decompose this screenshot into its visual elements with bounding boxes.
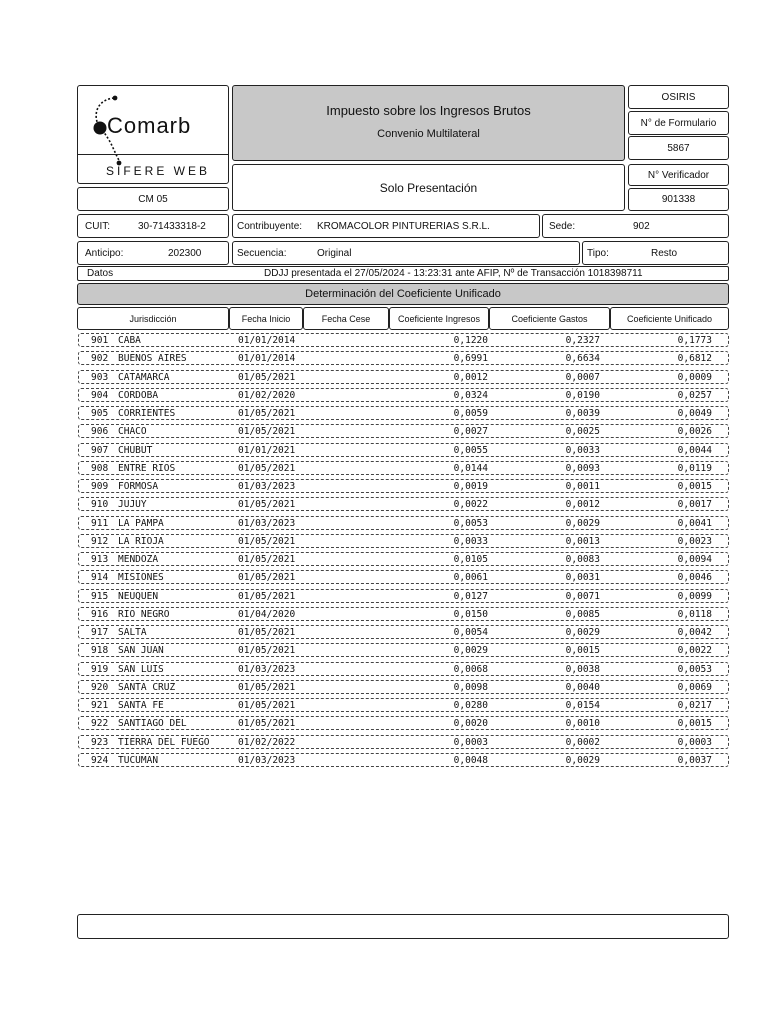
row-coef-unificado: 0,0217: [677, 700, 712, 711]
row-coef-gastos: 0,0013: [565, 535, 600, 547]
col-header-coef-gastos: Coeficiente Gastos: [489, 307, 610, 330]
row-code: 915: [91, 590, 109, 602]
row-jurisdiction: LA PAMPA: [118, 517, 164, 529]
row-code: 918: [91, 645, 109, 657]
row-fecha-inicio: 01/05/2021: [238, 554, 296, 565]
row-code: 907: [91, 444, 109, 456]
form-no-label: N° de Formulario: [640, 117, 717, 129]
tipo-label: Tipo:: [587, 248, 609, 259]
logo-box: [77, 85, 229, 184]
sede-value: 902: [633, 221, 650, 232]
form-no-box: [628, 136, 729, 160]
secuencia-value: Original: [317, 248, 352, 259]
anticipo-box: [77, 241, 229, 265]
title-box: [232, 85, 625, 161]
row-fecha-inicio: 01/03/2023: [238, 754, 296, 766]
table-row: [78, 516, 729, 530]
row-coef-gastos: 0,0031: [565, 572, 600, 584]
row-code: 921: [91, 700, 109, 711]
row-coef-ingresos: 0,0054: [453, 627, 488, 638]
row-coef-ingresos: 0,0048: [453, 754, 488, 766]
row-jurisdiction: SAN JUAN: [118, 645, 164, 657]
row-coef-gastos: 0,6634: [565, 353, 600, 365]
title-line1: Impuesto sobre los Ingresos Brutos: [326, 103, 531, 118]
row-jurisdiction: CATAMARCA: [118, 371, 170, 383]
row-jurisdiction: CHACO: [118, 426, 147, 438]
row-code: 904: [91, 389, 109, 401]
row-coef-ingresos: 0,0144: [453, 462, 488, 474]
table-row: [78, 680, 729, 694]
row-fecha-inicio: 01/05/2021: [238, 627, 296, 638]
row-coef-unificado: 0,0044: [677, 444, 712, 456]
brand-subtitle: SIFERE WEB: [106, 164, 211, 178]
table-row: [78, 589, 729, 603]
row-coef-unificado: 0,0022: [677, 645, 712, 657]
row-fecha-inicio: 01/02/2022: [238, 736, 296, 748]
section-title: Determinación del Coeficiente Unificado: [305, 288, 501, 300]
brand-name: Comarb: [107, 113, 192, 138]
table-row: [78, 607, 729, 621]
verifier-box: [628, 188, 729, 211]
system-box: [628, 85, 729, 109]
col-header-coef-ingresos: Coeficiente Ingresos: [389, 307, 489, 330]
row-jurisdiction: MENDOZA: [118, 554, 159, 565]
row-fecha-inicio: 01/05/2021: [238, 572, 296, 584]
row-jurisdiction: MISIONES: [118, 572, 164, 584]
contributor-box: [232, 214, 540, 238]
row-coef-ingresos: 0,0055: [453, 444, 488, 456]
row-fecha-inicio: 01/03/2023: [238, 481, 296, 492]
row-coef-unificado: 0,0017: [677, 499, 712, 511]
form-no: 5867: [667, 142, 690, 154]
table-row: [78, 753, 729, 767]
row-coef-ingresos: 0,0033: [453, 535, 488, 547]
row-jurisdiction: SANTA FE: [118, 700, 164, 711]
row-coef-ingresos: 0,0059: [453, 408, 488, 419]
row-coef-gastos: 0,0093: [565, 462, 600, 474]
row-jurisdiction: SANTIAGO DEL: [118, 718, 187, 730]
row-jurisdiction: CORRIENTES: [118, 408, 176, 419]
row-jurisdiction: NEUQUEN: [118, 590, 159, 602]
table-row: [78, 406, 729, 420]
row-coef-ingresos: 0,0020: [453, 718, 488, 730]
row-coef-unificado: 0,0015: [677, 481, 712, 492]
row-coef-ingresos: 0,0053: [453, 517, 488, 529]
table-row: [78, 333, 729, 347]
row-jurisdiction: CABA: [118, 335, 141, 346]
row-fecha-inicio: 01/05/2021: [238, 718, 296, 730]
table-row: [78, 735, 729, 749]
sede-box: [542, 214, 729, 238]
row-coef-unificado: 0,0037: [677, 754, 712, 766]
row-fecha-inicio: 01/04/2020: [238, 608, 296, 620]
anticipo-label: Anticipo:: [85, 248, 124, 259]
row-coef-gastos: 0,0154: [565, 700, 600, 711]
row-coef-gastos: 0,0071: [565, 590, 600, 602]
row-fecha-inicio: 01/05/2021: [238, 645, 296, 657]
cuit-label: CUIT:: [85, 221, 110, 232]
presentation-box: [232, 164, 625, 211]
table-row: [78, 552, 729, 566]
row-code: 913: [91, 554, 109, 565]
row-jurisdiction: JUJUY: [118, 499, 147, 511]
row-coef-unificado: 0,0094: [677, 554, 712, 565]
secuencia-label: Secuencia:: [237, 248, 287, 259]
row-code: 902: [91, 353, 109, 365]
row-coef-unificado: 0,0099: [677, 590, 712, 602]
system-name: OSIRIS: [661, 91, 696, 103]
tipo-box: [582, 241, 729, 265]
row-code: 912: [91, 535, 109, 547]
row-code: 920: [91, 681, 109, 693]
form-no-label-box: [628, 111, 729, 135]
table-row: [78, 461, 729, 475]
row-coef-unificado: 0,0042: [677, 627, 712, 638]
row-coef-ingresos: 0,0127: [453, 590, 488, 602]
table-row: [78, 716, 729, 730]
row-coef-gastos: 0,0039: [565, 408, 600, 419]
row-fecha-inicio: 01/05/2021: [238, 700, 296, 711]
row-fecha-inicio: 01/02/2020: [238, 389, 296, 401]
row-code: 911: [91, 517, 109, 529]
row-coef-unificado: 0,6812: [677, 353, 712, 365]
section-title-box: [77, 283, 729, 305]
row-code: 922: [91, 718, 109, 730]
footer-box: [77, 914, 729, 939]
form-code-box: [77, 187, 229, 211]
row-coef-ingresos: 0,0280: [453, 700, 488, 711]
anticipo-value: 202300: [168, 248, 202, 259]
row-coef-gastos: 0,0012: [565, 499, 600, 511]
row-coef-unificado: 0,0049: [677, 408, 712, 419]
row-fecha-inicio: 01/03/2023: [238, 663, 296, 675]
row-fecha-inicio: 01/05/2021: [238, 535, 296, 547]
row-code: 906: [91, 426, 109, 438]
row-coef-unificado: 0,0009: [677, 371, 712, 383]
row-fecha-inicio: 01/05/2021: [238, 681, 296, 693]
verifier-number: 901338: [661, 194, 696, 205]
row-jurisdiction: FORMOSA: [118, 481, 159, 492]
row-coef-ingresos: 0,1220: [453, 335, 488, 346]
row-code: 923: [91, 736, 109, 748]
row-fecha-inicio: 01/01/2021: [238, 444, 296, 456]
row-coef-ingresos: 0,0003: [453, 736, 488, 748]
row-coef-unificado: 0,0053: [677, 663, 712, 675]
row-coef-ingresos: 0,0029: [453, 645, 488, 657]
row-fecha-inicio: 01/01/2014: [238, 353, 296, 365]
row-coef-ingresos: 0,0019: [453, 481, 488, 492]
row-fecha-inicio: 01/05/2021: [238, 462, 296, 474]
row-jurisdiction: LA RIOJA: [118, 535, 164, 547]
row-coef-unificado: 0,0026: [677, 426, 712, 438]
row-fecha-inicio: 01/05/2021: [238, 371, 296, 383]
table-row: [78, 479, 729, 493]
cuit-box: [77, 214, 229, 238]
row-code: 901: [91, 335, 109, 346]
row-coef-ingresos: 0,0068: [453, 663, 488, 675]
row-coef-gastos: 0,0010: [565, 718, 600, 730]
row-coef-unificado: 0,1773: [677, 335, 712, 346]
title-line2: Convenio Multilateral: [377, 128, 480, 140]
row-coef-gastos: 0,0025: [565, 426, 600, 438]
row-code: 917: [91, 627, 109, 638]
row-coef-ingresos: 0,6991: [453, 353, 488, 365]
presentation-text: Solo Presentación: [379, 180, 478, 195]
row-coef-unificado: 0,0015: [677, 718, 712, 730]
row-fecha-inicio: 01/05/2021: [238, 590, 296, 602]
row-coef-gastos: 0,0083: [565, 554, 600, 565]
row-code: 919: [91, 663, 109, 675]
row-coef-unificado: 0,0257: [677, 389, 712, 401]
row-coef-gastos: 0,0029: [565, 517, 600, 529]
table-row: [78, 388, 729, 402]
row-jurisdiction: TIERRA DEL FUEGO: [118, 736, 210, 748]
table-row: [78, 497, 729, 511]
row-coef-unificado: 0,0118: [677, 608, 712, 620]
row-coef-gastos: 0,0040: [565, 681, 600, 693]
row-code: 914: [91, 572, 109, 584]
verifier-label-box: [628, 164, 729, 186]
row-coef-ingresos: 0,0150: [453, 608, 488, 620]
row-coef-ingresos: 0,0012: [453, 371, 488, 383]
row-coef-unificado: 0,0046: [677, 572, 712, 584]
row-coef-gastos: 0,0015: [565, 645, 600, 657]
row-coef-unificado: 0,0023: [677, 535, 712, 547]
table-row: [78, 662, 729, 676]
datos-value: DDJJ presentada el 27/05/2024 - 13:23:31 ante AFIP, Nº de Transacción 1018398711: [264, 268, 643, 279]
row-jurisdiction: ENTRE RIOS: [118, 462, 176, 474]
table-row: [78, 643, 729, 657]
row-coef-unificado: 0,0069: [677, 681, 712, 693]
row-coef-gastos: 0,0085: [565, 608, 600, 620]
table-row: [78, 698, 729, 712]
col-header-coef-unificado: Coeficiente Unificado: [610, 307, 729, 330]
col-header-jurisdiccion: Jurisdicción: [77, 307, 229, 330]
row-coef-gastos: 0,0033: [565, 444, 600, 456]
row-coef-unificado: 0,0003: [677, 736, 712, 748]
row-coef-gastos: 0,0038: [565, 663, 600, 675]
row-jurisdiction: SANTA CRUZ: [118, 681, 176, 693]
row-code: 910: [91, 499, 109, 511]
row-coef-ingresos: 0,0105: [453, 554, 488, 565]
row-fecha-inicio: 01/03/2023: [238, 517, 296, 529]
row-coef-ingresos: 0,0027: [453, 426, 488, 438]
tipo-value: Resto: [651, 248, 678, 259]
row-code: 905: [91, 408, 109, 419]
row-code: 924: [91, 754, 109, 766]
row-fecha-inicio: 01/01/2014: [238, 335, 296, 346]
datos-label: Datos: [87, 268, 114, 279]
row-coef-gastos: 0,0029: [565, 627, 600, 638]
row-coef-ingresos: 0,0098: [453, 681, 488, 693]
table-row: [78, 534, 729, 548]
row-coef-gastos: 0,0011: [565, 481, 600, 492]
contributor-label: Contribuyente:: [237, 221, 303, 232]
row-jurisdiction: SAN LUIS: [118, 663, 164, 675]
logo-divider: [78, 154, 228, 155]
row-jurisdiction: CHUBUT: [118, 444, 153, 456]
table-row: [78, 625, 729, 639]
row-code: 909: [91, 481, 109, 492]
row-coef-ingresos: 0,0061: [453, 572, 488, 584]
col-header-fecha-cese: Fecha Cese: [303, 307, 389, 330]
datos-box: [77, 266, 729, 281]
row-coef-gastos: 0,0190: [565, 389, 600, 401]
row-code: 903: [91, 371, 109, 383]
row-coef-gastos: 0,0007: [565, 371, 600, 383]
contributor-name: KROMACOLOR PINTURERIAS S.R.L.: [317, 221, 490, 232]
row-fecha-inicio: 01/05/2021: [238, 499, 296, 511]
row-jurisdiction: BUENOS AIRES: [118, 353, 187, 365]
table-row: [78, 370, 729, 384]
col-header-fecha-inicio: Fecha Inicio: [229, 307, 303, 330]
table-row: [78, 443, 729, 457]
row-jurisdiction: SALTA: [118, 627, 147, 638]
row-coef-gastos: 0,0002: [565, 736, 600, 748]
table-row: [78, 570, 729, 584]
secuencia-box: [232, 241, 580, 265]
row-jurisdiction: RIO NEGRO: [118, 608, 170, 620]
form-code: CM 05: [138, 193, 168, 205]
sede-label: Sede:: [549, 221, 576, 232]
verifier-label: N° Verificador: [647, 169, 710, 181]
row-fecha-inicio: 01/05/2021: [238, 408, 296, 419]
row-code: 908: [91, 462, 109, 474]
row-coef-unificado: 0,0041: [677, 517, 712, 529]
row-coef-unificado: 0,0119: [677, 462, 712, 474]
table-row: [78, 424, 729, 438]
row-coef-gastos: 0,2327: [565, 335, 600, 346]
cuit-value: 30-71433318-2: [138, 221, 206, 232]
row-code: 916: [91, 608, 109, 620]
row-coef-ingresos: 0,0324: [453, 389, 488, 401]
row-jurisdiction: CORDOBA: [118, 389, 159, 401]
row-coef-gastos: 0,0029: [565, 754, 600, 766]
row-coef-ingresos: 0,0022: [453, 499, 488, 511]
table-row: [78, 351, 729, 365]
row-fecha-inicio: 01/05/2021: [238, 426, 296, 438]
row-jurisdiction: TUCUMAN: [118, 754, 159, 766]
